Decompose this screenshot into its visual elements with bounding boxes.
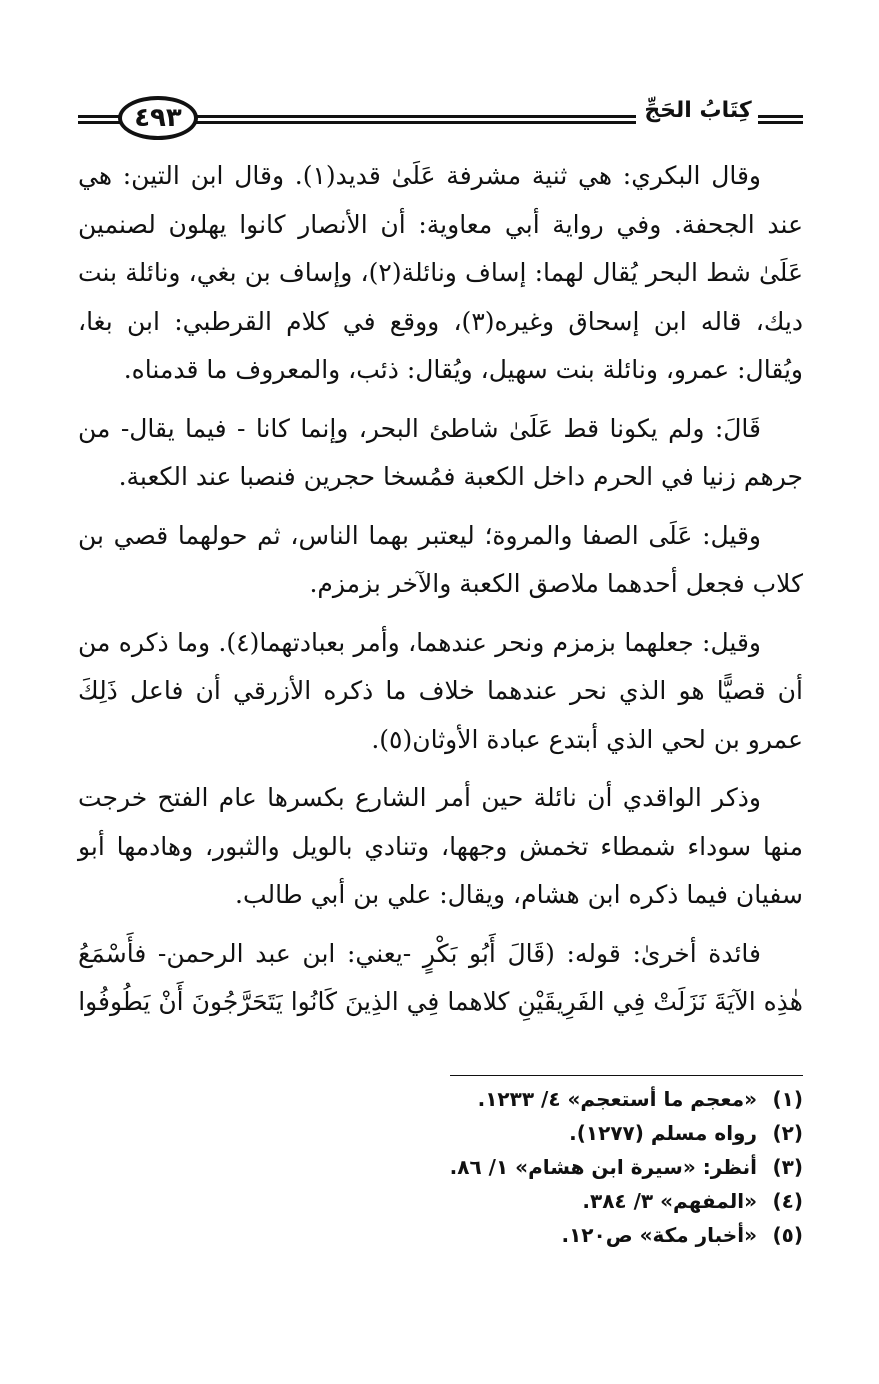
footnote-marker: (٤) bbox=[772, 1189, 803, 1213]
footnote-marker: (٢) bbox=[772, 1121, 803, 1145]
footnote-marker: (١) bbox=[772, 1087, 803, 1111]
footnotes bbox=[300, 1082, 803, 1252]
paragraph: وقيل: جعلهما بزمزم ونحر عندهما، وأمر بعبادتهما(٤). وما ذكره من أن قصيًّا هو الذي نحر عندهما خلاف ما ذكره الأزرقي أن فاعل ذَلِكَ عمرو بن لحي الذي أبتدع عبادة الأوثان(٥). bbox=[78, 627, 803, 754]
footnote-text: «أخبار مكة» ص١٢٠. bbox=[561, 1223, 757, 1247]
footnote bbox=[300, 1150, 803, 1184]
footnote-marker: (٣) bbox=[772, 1155, 803, 1179]
main-text bbox=[78, 152, 803, 1037]
paragraph: وقيل: عَلَى الصفا والمروة؛ ليعتبر بهما الناس، ثم حولهما قصي بن كلاب فجعل أحدهما ملاصق الكعبة والآخر بزمزم. bbox=[78, 520, 803, 598]
footnote bbox=[300, 1082, 803, 1116]
footnote-separator bbox=[450, 1075, 803, 1076]
paragraph: وقال البكري: هي ثنية مشرفة عَلَىٰ قديد(١). وقال ابن التين: هي عند الجحفة. وفي رواية أبي معاوية: أن الأنصار كانوا يهلون لصنمين عَلَىٰ شط البحر يُقال لهما: إساف ونائلة(٢)، وإساف بن بغي، ونائلة بنت ديك، قاله ابن إسحاق وغيره(٣)، ووقع في كلام القرطبي: ابن بغا، ويُقال: عمرو، ونائلة بنت سهيل، ويُقال: ذئب، والمعروف ما قدمناه. bbox=[78, 161, 804, 384]
header-rule bbox=[758, 121, 803, 124]
footnote-text: «المفهم» ٣/ ٣٨٤. bbox=[582, 1189, 757, 1213]
footnote-text: «معجم ما أستعجم» ٤/ ١٢٣٣. bbox=[477, 1087, 757, 1111]
footnote-text: رواه مسلم (١٢٧٧). bbox=[569, 1121, 757, 1145]
footnote bbox=[300, 1218, 803, 1252]
paragraph: فائدة أخرىٰ: قوله: (قَالَ أَبُو بَكْرٍ -يعني: ابن عبد الرحمن- فأَسْمَعُ هٰذِه الآيَةَ نَزَلَتْ فِي الفَرِيقَيْنِ كلاهما فِي الذِينَ كَانُوا يَتَحَرَّجُونَ أَنْ يَطُوفُوا bbox=[78, 938, 803, 1016]
footnote bbox=[300, 1116, 803, 1150]
paragraph: وذكر الواقدي أن نائلة حين أمر الشارع بكسرها عام الفتح خرجت منها سوداء شمطاء تخمش وجهها، وتنادي بالويل والثبور، وهادمها أبو سفيان فيما ذكره ابن هشام، ويقال: علي بن أبي طالب. bbox=[78, 783, 803, 909]
footnote-marker: (٥) bbox=[772, 1223, 803, 1247]
footnote bbox=[300, 1184, 803, 1218]
header-rule bbox=[758, 115, 803, 118]
footnote-text: أنظر: «سيرة ابن هشام» ١/ ٨٦. bbox=[449, 1155, 757, 1179]
paragraph: قَالَ: ولم يكونا قط عَلَىٰ شاطئ البحر، وإنما كانا - فيما يقال- من جرهم زنيا في الحرم داخل الكعبة فمُسخا حجرين فنصبا عند الكعبة. bbox=[78, 413, 803, 491]
page-number: ٤٩٣ bbox=[118, 96, 198, 140]
page-header bbox=[78, 90, 803, 150]
header-rule bbox=[196, 115, 636, 118]
book-title: كِتَابُ الحَجِّ bbox=[644, 98, 752, 123]
header-rule bbox=[196, 121, 636, 124]
